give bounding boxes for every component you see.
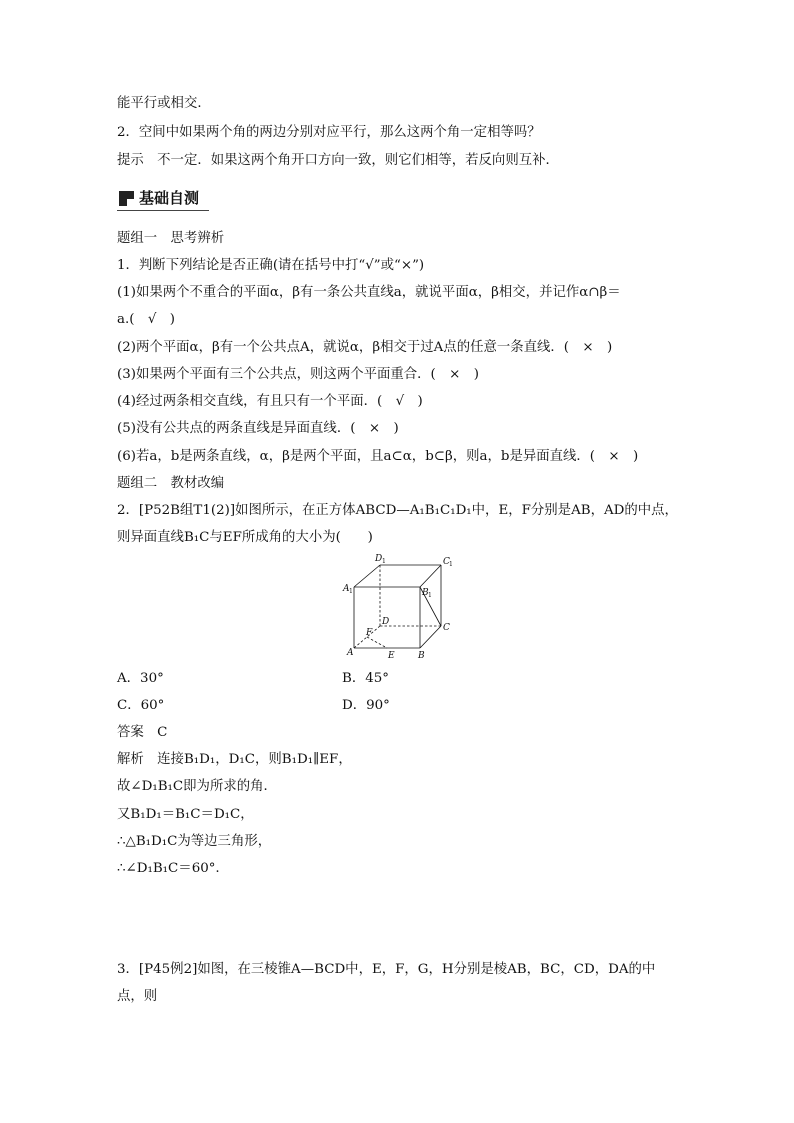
cube-figure (340, 551, 460, 663)
label-d1: D (375, 554, 383, 564)
statement-1: (1)如果两个不重合的平面α，β有一条公共直线a，就说平面α，β相交，并记作α∩β＝ (117, 285, 621, 300)
label-d1-sub: 1 (382, 558, 386, 565)
question-2-text: 2．空间中如果两个角的两边分别对应平行，那么这两个角一定相等吗？ (117, 125, 541, 140)
solution-line: 故∠D₁B₁C即为所求的角． (117, 779, 277, 794)
label-c: C (443, 623, 450, 633)
statement-4: (4)经过两条相交直线，有且只有一个平面．( √ ) (117, 394, 423, 409)
answer-text: 答案 C (117, 725, 168, 740)
section-header (117, 187, 209, 211)
question-3-text: 3．[P45例2]如图，在三棱锥A—BCD中，E，F，G，H分别是棱AB，BC，CD，DA的中 (117, 962, 656, 977)
edge-a1-d1 (354, 565, 380, 587)
statement-1-cont: a.( √ ) (117, 312, 176, 327)
solution-line: ∴∠D₁B₁C＝60°. (117, 861, 220, 876)
question-1-text: 1．判断下列结论是否正确(请在括号中打“√”或“×”) (117, 258, 425, 273)
option-c: C．60° (117, 698, 165, 713)
section-title: 基础自测 (139, 189, 200, 207)
label-a1-sub: 1 (349, 588, 353, 595)
text-line: 能平行或相交． (117, 96, 211, 111)
statement-2: (2)两个平面α，β有一个公共点A，就说α，β相交于过A点的任意一条直线．( × ) (117, 340, 613, 355)
label-b1-sub: 1 (428, 592, 432, 599)
label-a: A (347, 648, 354, 658)
solution-line: 又B₁D₁＝B₁C＝D₁C， (117, 807, 254, 822)
option-b: B．45° (342, 671, 389, 686)
option-a: A．30° (117, 671, 164, 686)
label-a1: A (343, 584, 350, 594)
edge-c1-b1 (420, 565, 441, 587)
edge-c-b (420, 626, 441, 648)
solution-line: 解析 连接B₁D₁，D₁C，则B₁D₁∥EF， (117, 752, 352, 767)
option-d: D．90° (342, 698, 390, 713)
group-two-heading: 题组二 教材改编 (117, 476, 225, 491)
section-underline (117, 210, 209, 211)
section-square-icon (119, 191, 134, 206)
question-2b-text: 2．[P52B组T1(2)]如图所示，在正方体ABCD—A₁B₁C₁D₁中，E，F分别是AB，AD的中点， (117, 503, 678, 518)
statement-6: (6)若a，b是两条直线，α，β是两个平面，且a⊂α，b⊂β，则a，b是异面直线．( × ) (117, 449, 639, 464)
segment-e-f (367, 637, 387, 648)
statement-3: (3)如果两个平面有三个公共点，则这两个平面重合．( × ) (117, 367, 480, 382)
question-3-text-cont: 点，则 (117, 989, 158, 1004)
label-c1: C (443, 557, 450, 567)
label-b1: B (422, 588, 429, 598)
label-d: D (382, 617, 390, 627)
question-2b-text-cont: 则异面直线B₁C与EF所成角的大小为( ) (117, 530, 373, 545)
group-one-heading: 题组一 思考辨析 (117, 231, 225, 246)
statement-5: (5)没有公共点的两条直线是异面直线．( × ) (117, 421, 399, 436)
label-b: B (418, 651, 425, 661)
label-e: E (388, 651, 395, 661)
label-f: F (366, 628, 373, 638)
solution-line: ∴△B₁D₁C为等边三角形， (117, 834, 272, 849)
hint-text: 提示 不一定．如果这两个角开口方向一致，则它们相等，若反向则互补． (117, 153, 559, 168)
label-c1-sub: 1 (449, 561, 453, 568)
